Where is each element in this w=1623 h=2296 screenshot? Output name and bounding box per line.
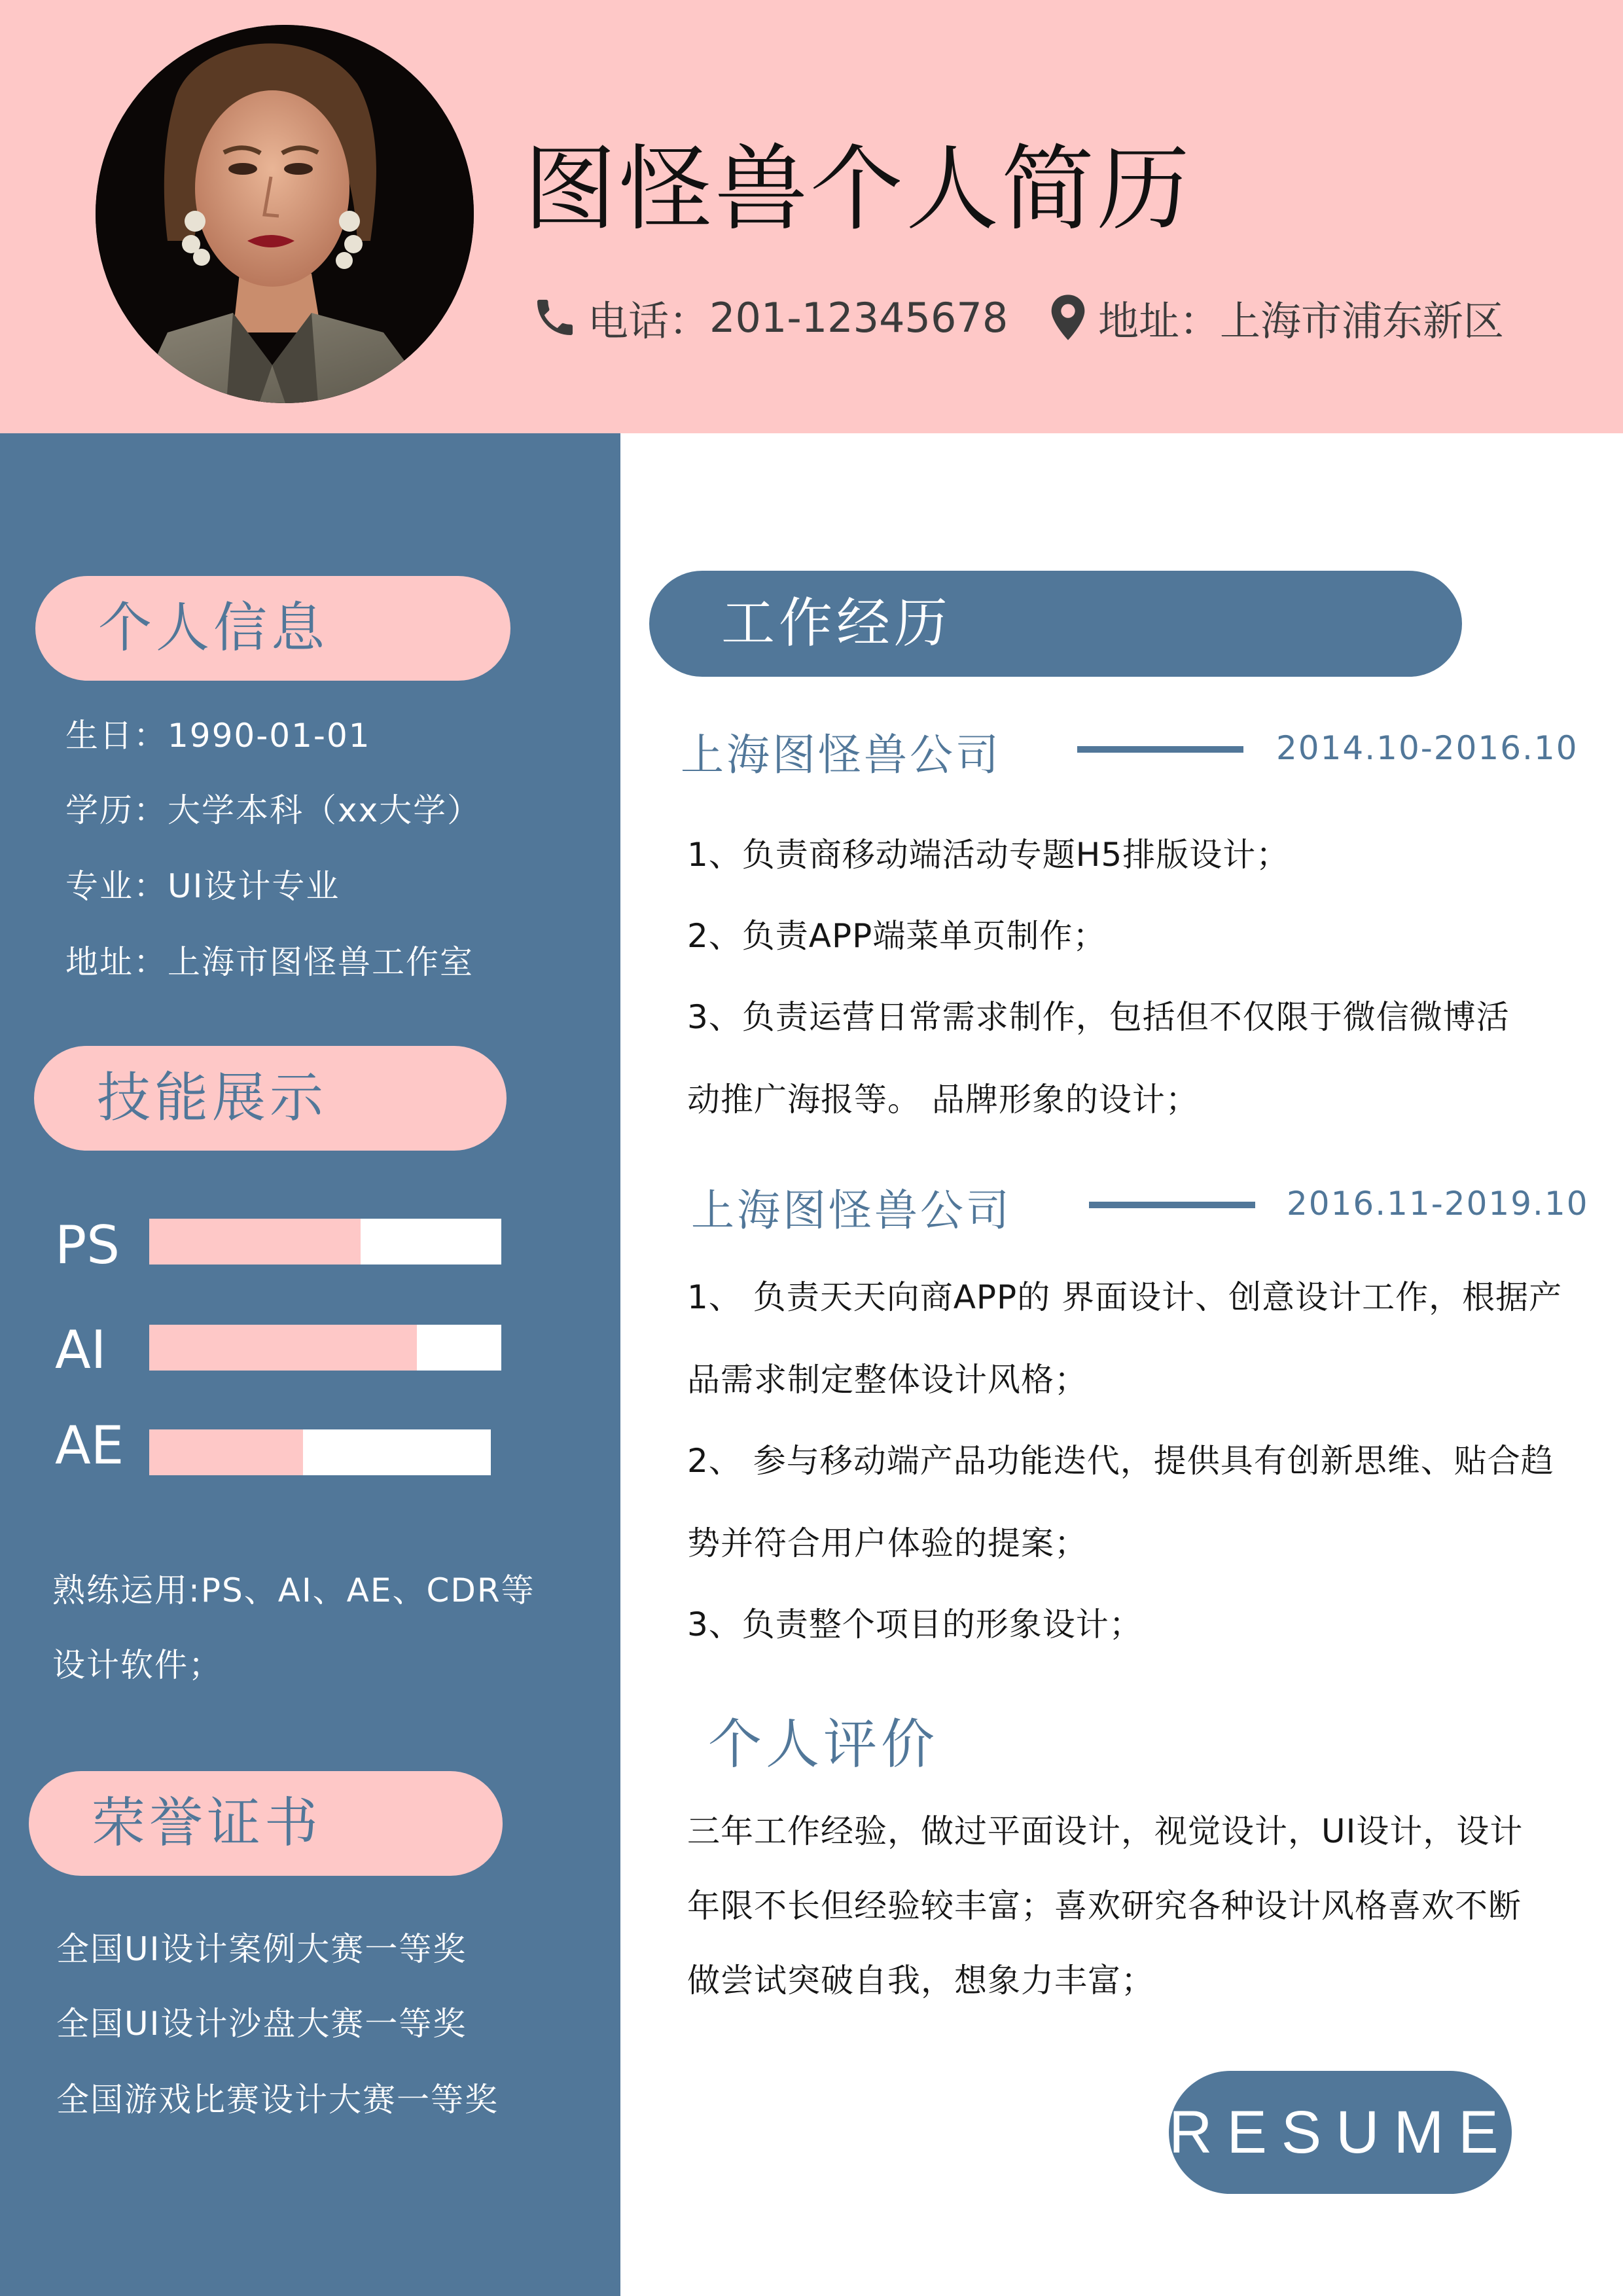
- job-duty-line: 动推广海报等。 品牌形象的设计；: [687, 1081, 1199, 1119]
- evaluation-line: 做尝试突破自我，想象力丰富；: [687, 1962, 1154, 2000]
- skill-label-ps: PS: [55, 1215, 120, 1276]
- phone-icon: [531, 294, 579, 341]
- phone-label: 电话：: [588, 296, 710, 345]
- personal-info-heading: 个人信息: [35, 576, 510, 681]
- job-period: 2016.11-2019.10: [1287, 1185, 1589, 1223]
- resume-title: 图怪兽个人简历: [524, 135, 1192, 243]
- info-address: 地址：上海市图怪兽工作室: [65, 943, 474, 981]
- evaluation-line: 年限不长但经验较丰富；喜欢研究各种设计风格喜欢不断: [687, 1887, 1522, 1925]
- work-experience-heading: 工作经历: [649, 571, 1462, 677]
- skills-note-line1: 熟练运用:PS、AI、AE、CDR等: [52, 1571, 535, 1609]
- skill-bar-ae: [149, 1429, 491, 1475]
- skill-label-ai: AI: [55, 1319, 107, 1380]
- job-period: 2014.10-2016.10: [1276, 729, 1578, 767]
- address-value: 上海市浦东新区: [1220, 296, 1505, 345]
- address-info: [1047, 288, 1504, 347]
- skill-fill-ai: [149, 1325, 417, 1371]
- award-item: 全国游戏比赛设计大赛一等奖: [56, 2081, 499, 2119]
- location-pin-icon: [1047, 293, 1089, 342]
- job-duty-line: 3、负责运营日常需求制作，包括但不仅限于微信微博活: [687, 998, 1510, 1036]
- job-company: 上海图怪兽公司: [681, 730, 1001, 780]
- job-duty-line: 2、负责APP端菜单页制作；: [687, 917, 1107, 955]
- skill-bar-ai: [149, 1325, 501, 1371]
- info-birthday: 生日：1990-01-01: [65, 717, 371, 755]
- skill-fill-ps: [149, 1219, 361, 1265]
- address-label: 地址：: [1098, 296, 1221, 345]
- skill-fill-ae: [149, 1429, 303, 1475]
- self-evaluation-heading: 个人评价: [708, 1713, 939, 1776]
- portrait-photo: [96, 25, 474, 403]
- job-duty-line: 品需求制定整体设计风格；: [687, 1361, 1088, 1399]
- header-banner: [0, 0, 1623, 433]
- job-divider: [1089, 1202, 1255, 1208]
- job-duty-line: 势并符合用户体验的提案；: [687, 1524, 1088, 1562]
- avatar: [96, 25, 474, 403]
- info-major: 专业：UI设计专业: [65, 867, 340, 905]
- job-duty-line: 1、 负责天天向商APP的 界面设计、创意设计工作，根据产: [687, 1278, 1563, 1316]
- skills-heading: 技能展示: [34, 1046, 507, 1151]
- info-education: 学历：大学本科（xx大学）: [65, 791, 482, 829]
- job-duty-line: 3、负责整个项目的形象设计；: [687, 1605, 1143, 1643]
- job-duty-line: 1、负责商移动端活动专题H5排版设计；: [687, 836, 1290, 874]
- skill-bar-ps: [149, 1219, 501, 1265]
- job-duty-line: 2、 参与移动端产品功能迭代，提供具有创新思维、贴合趋: [687, 1442, 1554, 1480]
- award-item: 全国UI设计沙盘大赛一等奖: [56, 2005, 467, 2043]
- phone-number: 201-12345678: [709, 293, 1008, 342]
- job-company: 上海图怪兽公司: [691, 1185, 1012, 1236]
- phone-info: [531, 288, 1008, 347]
- job-divider: [1077, 746, 1243, 753]
- skills-note-line2: 设计软件；: [52, 1646, 223, 1684]
- evaluation-line: 三年工作经验，做过平面设计，视觉设计，UI设计，设计: [687, 1812, 1524, 1850]
- awards-heading: 荣誉证书: [29, 1771, 503, 1876]
- skill-label-ae: AE: [55, 1415, 124, 1476]
- resume-badge: RESUME: [1169, 2071, 1512, 2194]
- award-item: 全国UI设计案例大赛一等奖: [56, 1930, 467, 1968]
